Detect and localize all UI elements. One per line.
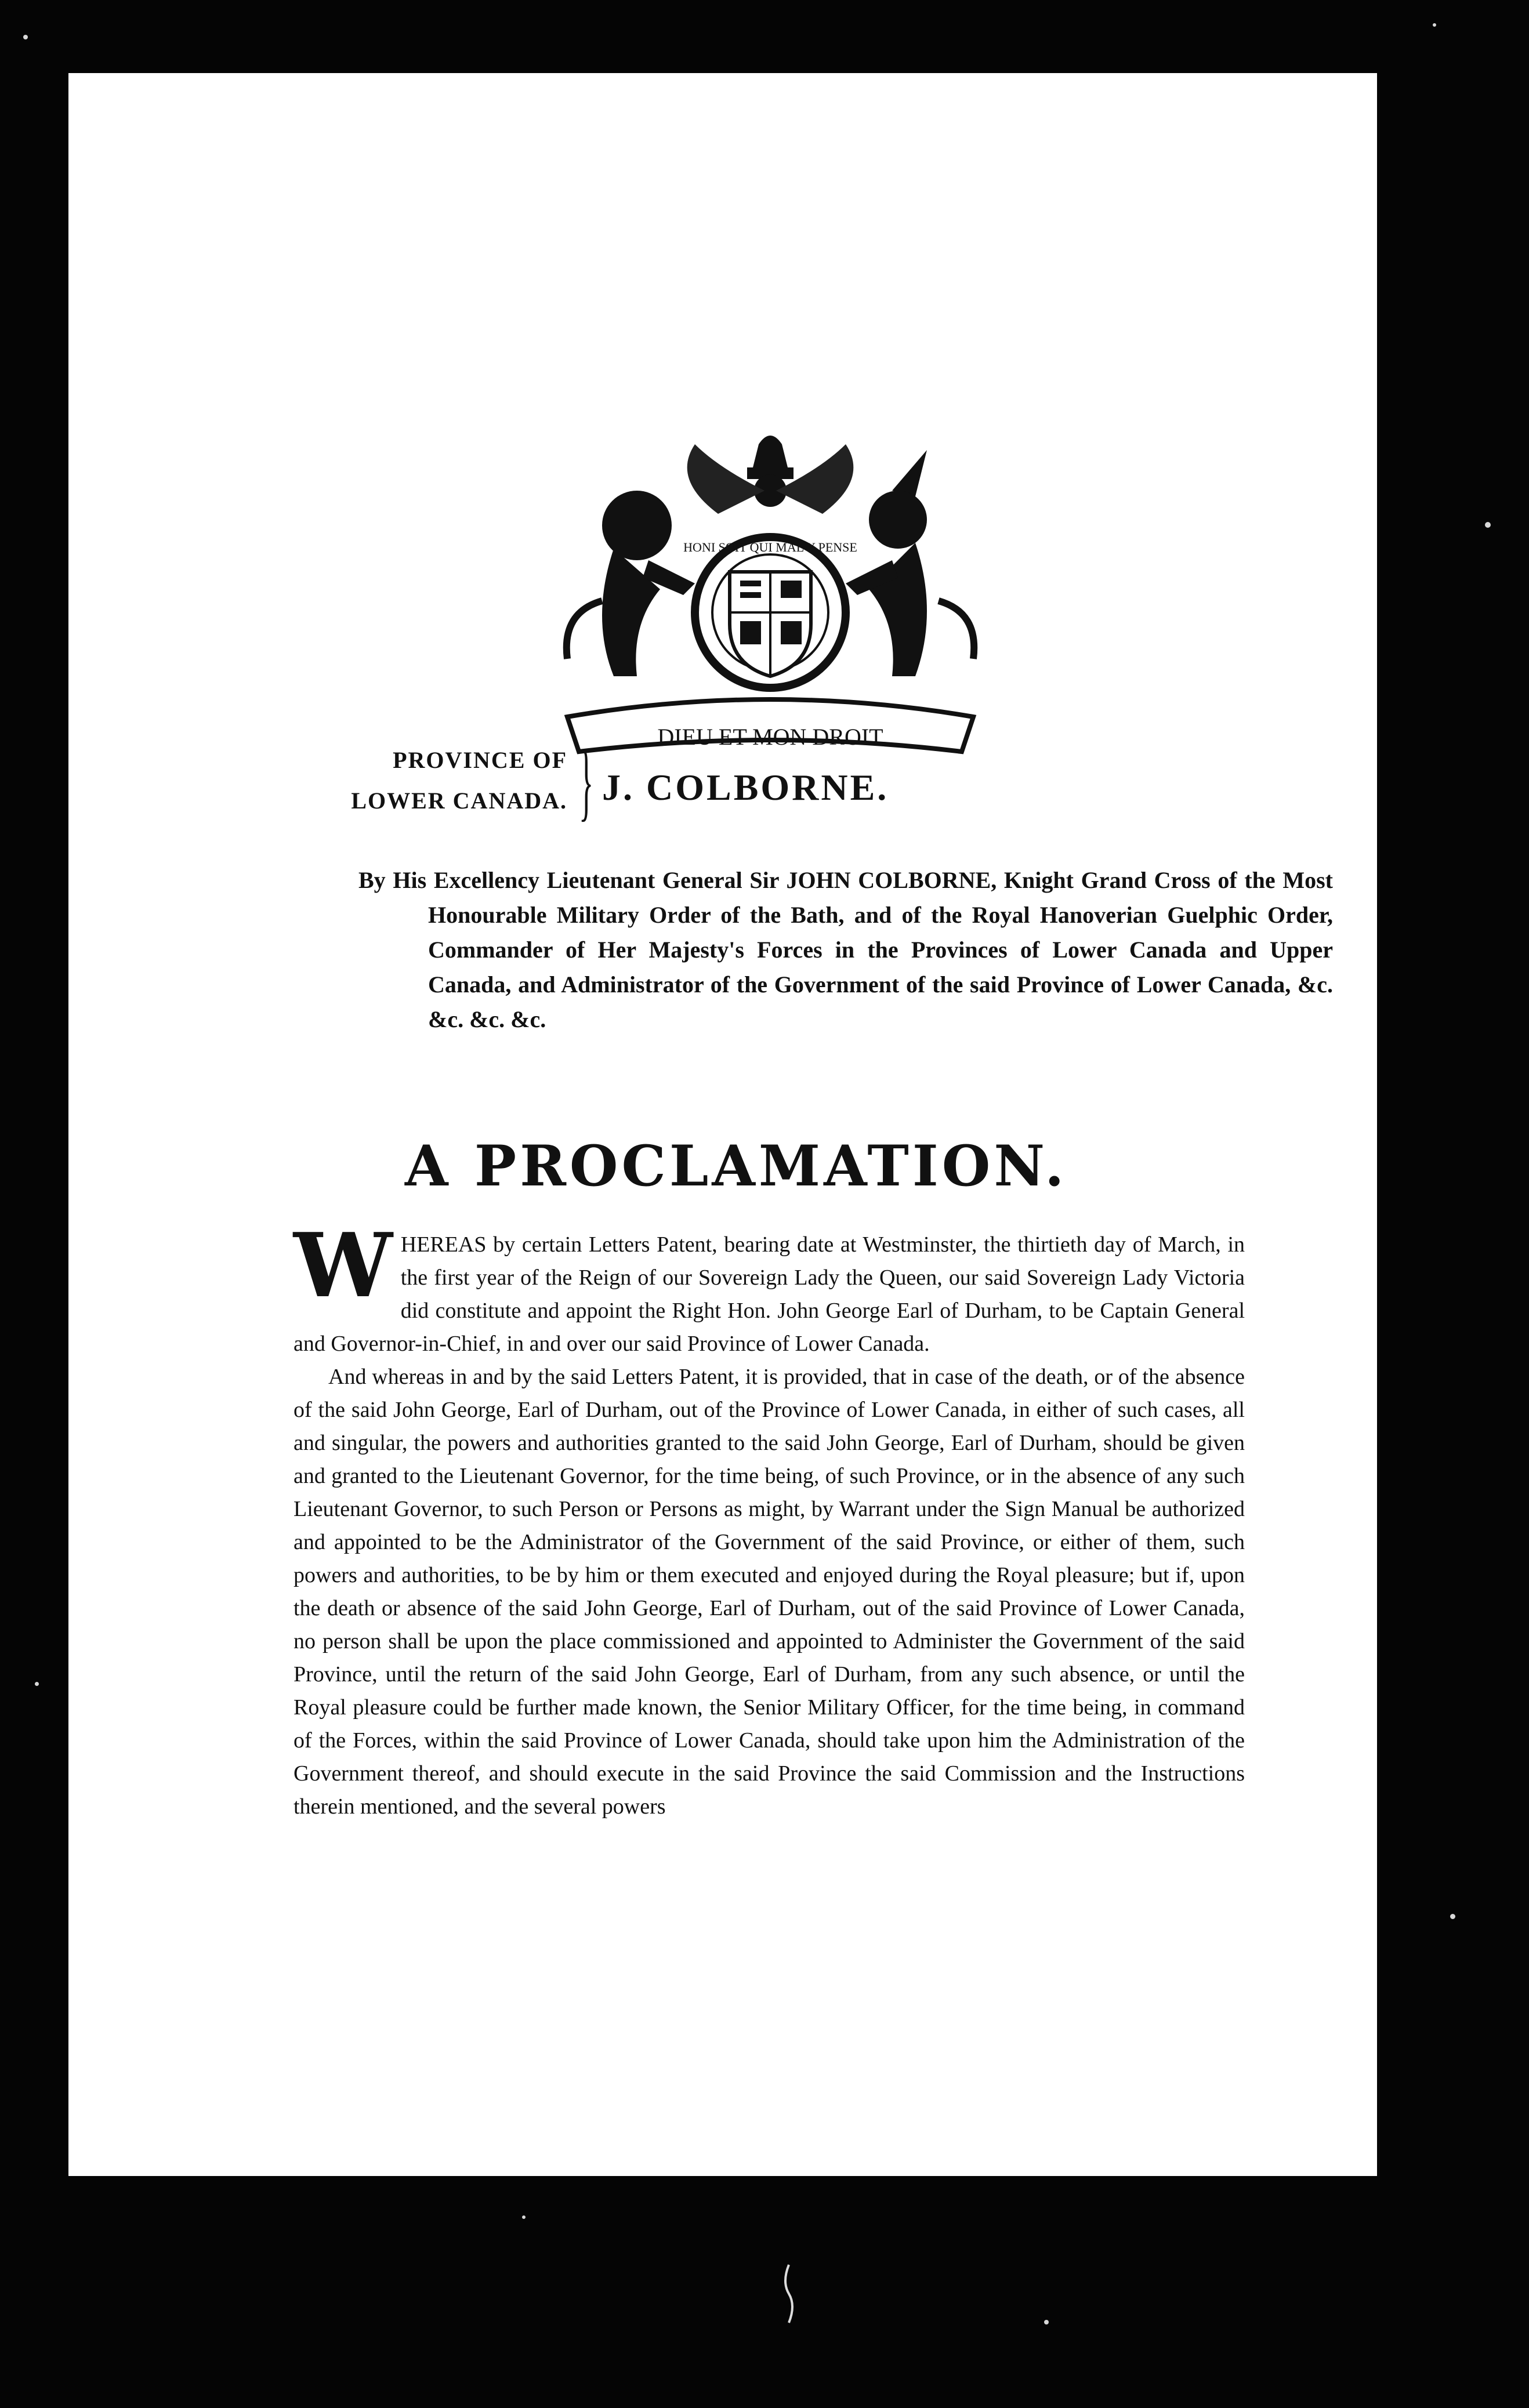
province-line-1: PROVINCE OF — [393, 747, 567, 773]
proclamation-title: A PROCLAMATION. — [405, 1133, 1068, 1199]
royal-coat-of-arms-icon — [544, 427, 997, 775]
excellency-paragraph: By His Excellency Lieutenant General Sir JOHN COLBORNE, Knight Grand Cross of the Most Honourable Military Order of the Bath, and of the Royal Hanoverian Guelphic Order, Commander of Her Majesty's Forces in the Provinces of Lower Canada and Upper Canada, and Administrator of the Government of the said Province of Lower Canada, &c. &c. &c. &c. — [358, 867, 1333, 1032]
paragraph-1 — [294, 1213, 1245, 1361]
dust-speck — [1433, 23, 1436, 27]
signature: J. COLBORNE. — [602, 767, 889, 808]
paragraph-1-text: HEREAS by certain Letters Patent, bearing date at Westminster, the thirtieth day of March, in the first year of the Reign of our Sovereign Lady the Queen, our said Sovereign Lady Victoria did constitute and appoint the Right Hon. John George Earl of Durham, to be Captain General and Governor-in-Chief, in and over our said Province of Lower Canada. — [294, 1232, 1245, 1356]
dust-speck — [522, 2215, 526, 2219]
dust-speck — [23, 35, 28, 39]
document-page — [68, 73, 1377, 2176]
dust-speck — [35, 1682, 39, 1686]
drop-cap: W — [294, 1213, 393, 1317]
motto-scroll: DIEU ET MON DROIT — [657, 724, 883, 750]
heading-brace: } — [579, 733, 594, 829]
dust-speck — [1044, 2320, 1049, 2324]
scan-mark-icon — [780, 2262, 798, 2326]
proclamation-body — [294, 1213, 1245, 1823]
province-line-2: LOWER CANADA. — [351, 788, 567, 814]
paragraph-2: And whereas in and by the said Letters Patent, it is provided, that in case of the death, or of the absence of the said John George, Earl of Durham, out of the Province of Lower Canada, in either of such cases, all and singular, the powers and authorities granted to the said John George, Earl of Durham, should be given and granted to the Lieutenant Governor, for the time being, of such Province, or in the absence of any such Lieutenant Governor, to such Person or Persons as might, by Warrant under the Sign Manual be authorized and appointed to be the Administrator of the Government of the said Province, or either of them, such powers and authorities, to be by him or them executed and enjoyed during the Royal pleasure; but if, upon the death or absence of the said John George, Earl of Durham, out of the said Province of Lower Canada, no person shall be upon the place commissioned and appointed to Administer the Government of the said Province, until the return of the said John George, Earl of Durham, from any such absence, or until the Royal pleasure could be further made known, the Senior Military Officer, for the time being, in command of the Forces, within the said Province of Lower Canada, should take upon him the Administration of the Government thereof, and should execute in the said Province the said Commission and the Instructions therein mentioned, and the several powers — [294, 1365, 1245, 1819]
dust-speck — [1450, 1914, 1455, 1919]
province-heading — [283, 740, 585, 821]
garter-motto: HONI SOIT QUI MAL Y PENSE — [683, 540, 857, 554]
dust-speck — [1485, 522, 1491, 528]
